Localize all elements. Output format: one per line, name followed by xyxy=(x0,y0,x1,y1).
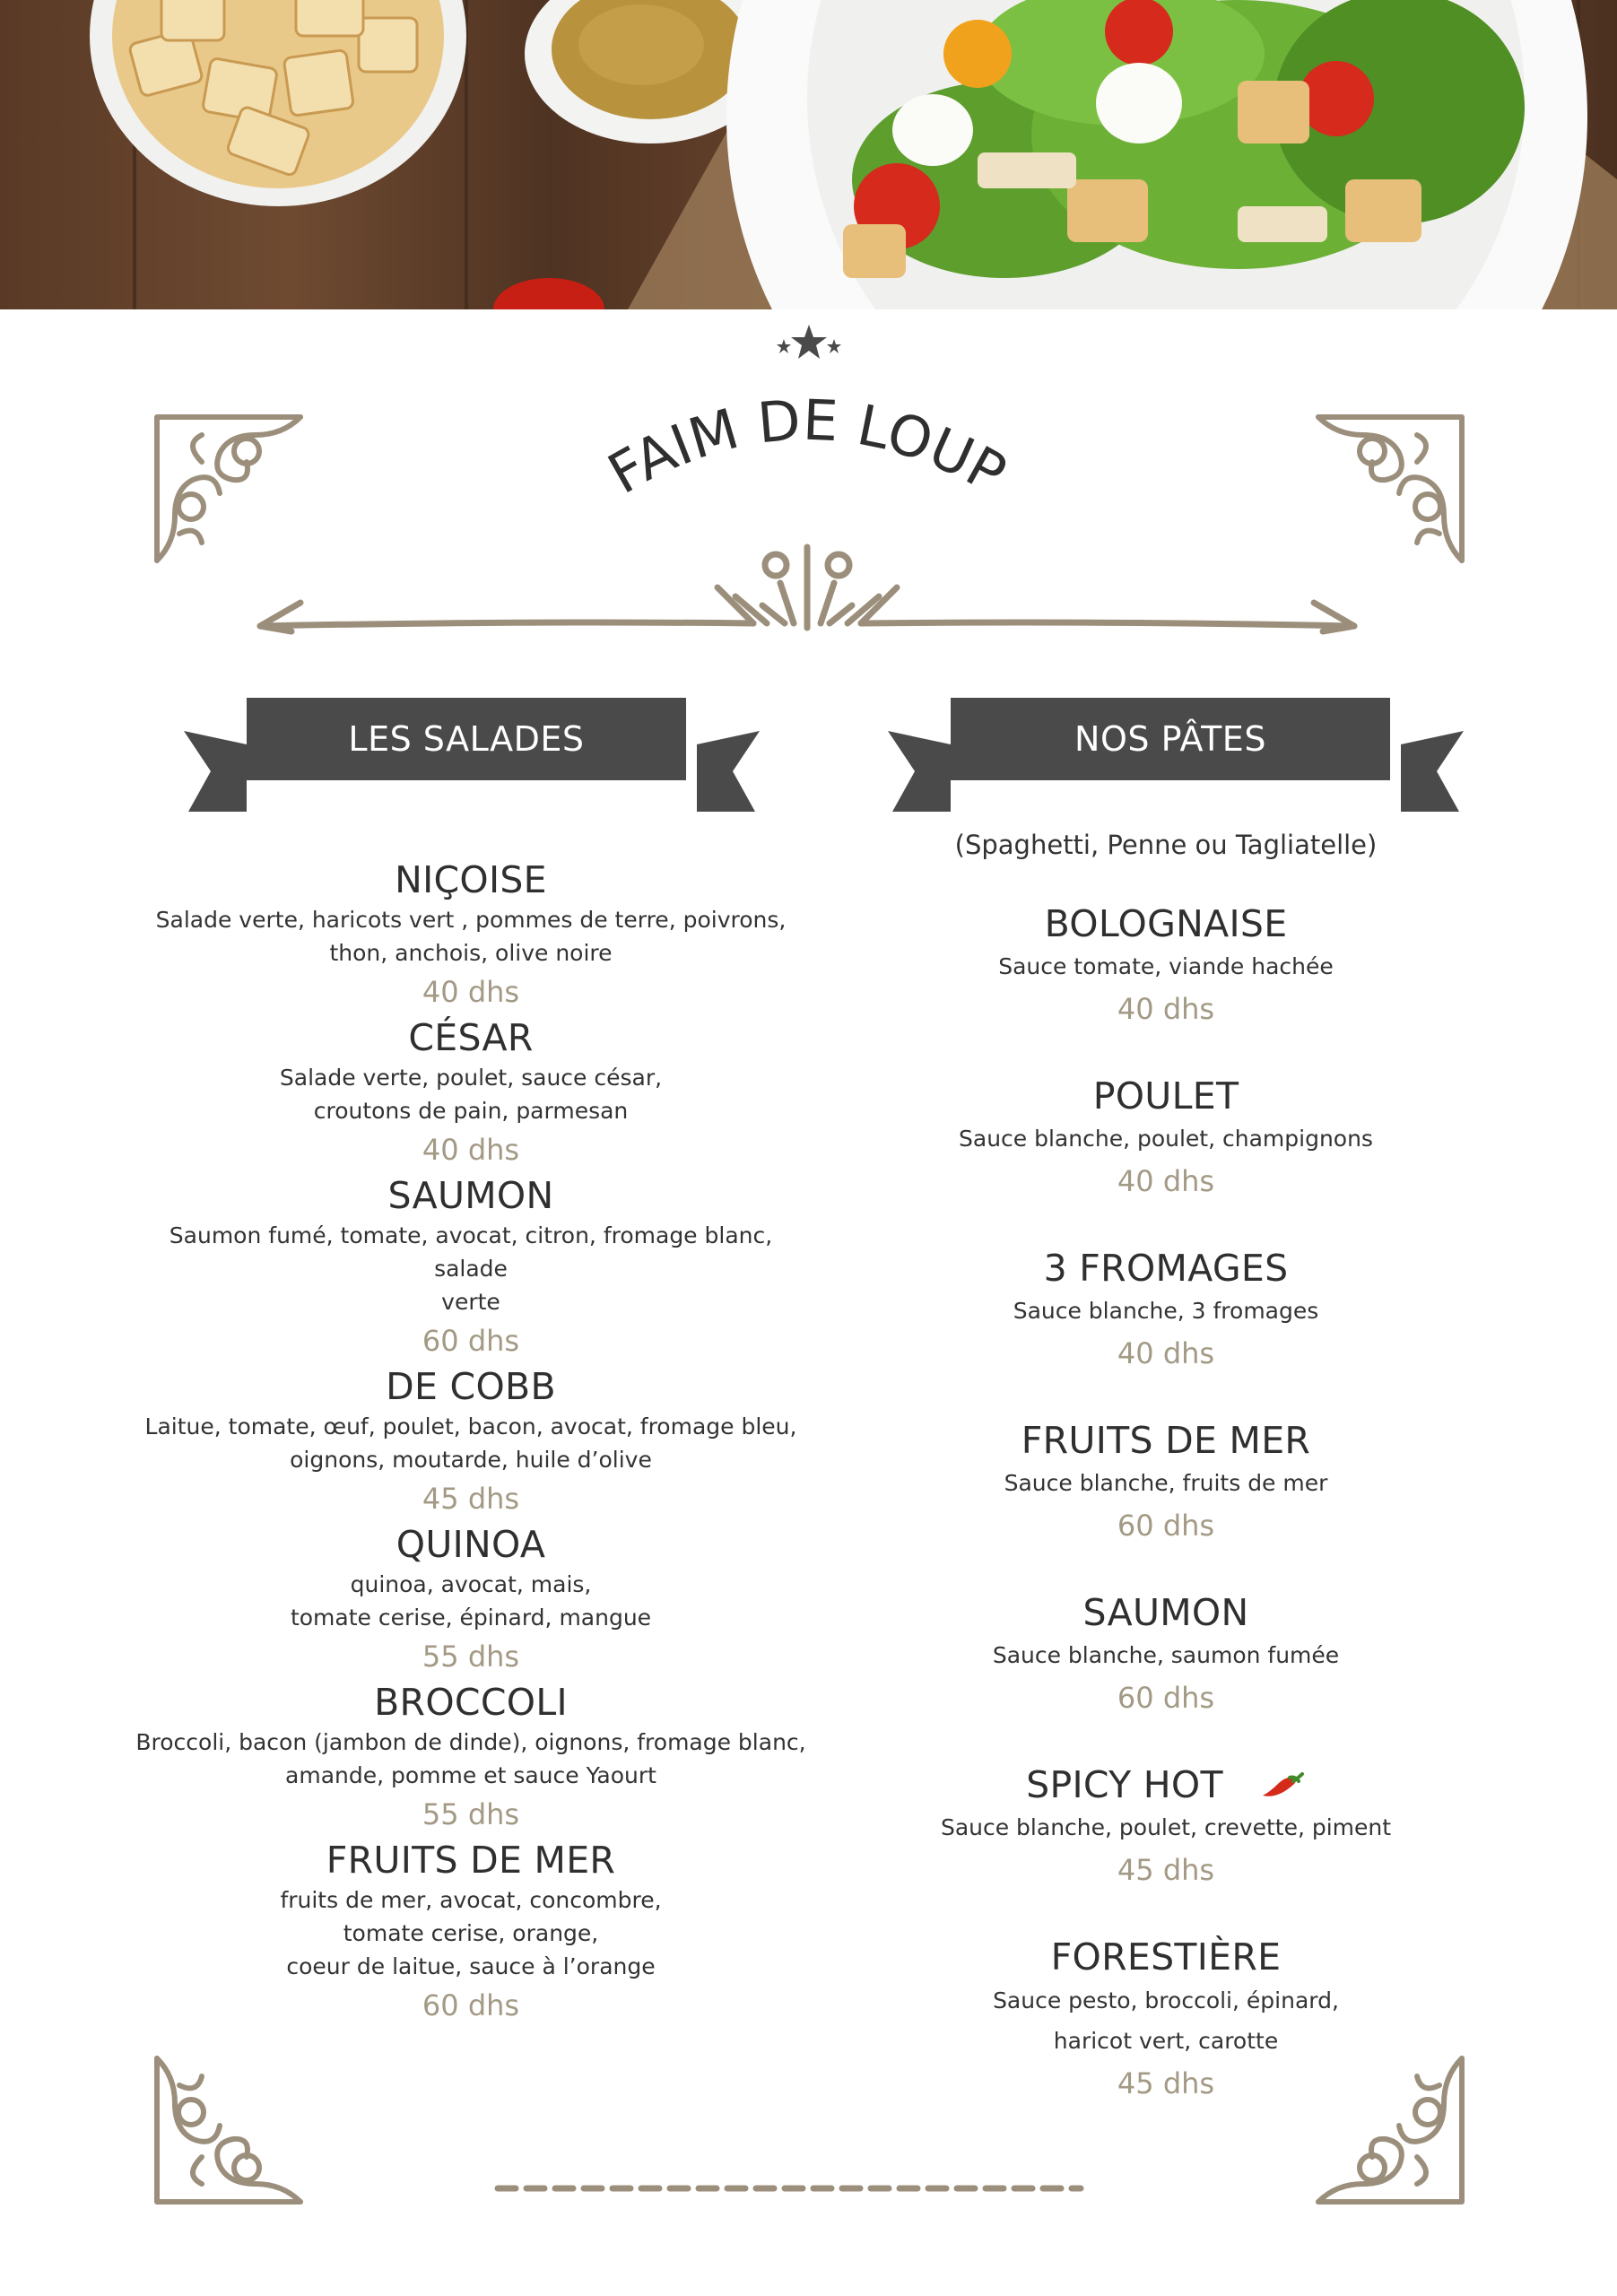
item-name xyxy=(135,1172,807,1219)
item-name xyxy=(919,1589,1413,1636)
pastas-subtitle: (Spaghetti, Penne ou Tagliatelle) xyxy=(954,830,1378,860)
item-name-text: 3 FROMAGES xyxy=(1043,1247,1289,1290)
item-description: coeur de laitue, sauce à l’orange xyxy=(286,1953,656,1979)
divider-ornament-icon xyxy=(251,538,1363,646)
item-name-text: FORESTIÈRE xyxy=(1050,1935,1282,1979)
item-price: 45 dhs xyxy=(1117,1853,1215,1887)
menu-item xyxy=(135,1014,807,1172)
item-price: 60 dhs xyxy=(422,1324,520,1358)
menu-item xyxy=(919,1761,1413,1892)
item-description: Broccoli, bacon (jambon de dinde), oignons, fromage blanc, xyxy=(135,1729,806,1755)
item-price: 40 dhs xyxy=(1117,1336,1215,1370)
item-price: 45 dhs xyxy=(422,1482,520,1516)
item-name xyxy=(135,857,807,903)
item-name xyxy=(135,1521,807,1568)
item-description: Sauce tomate, viande hachée xyxy=(998,953,1334,979)
menu-item xyxy=(919,1589,1413,1720)
item-price: 40 dhs xyxy=(422,1133,520,1167)
item-name xyxy=(135,1014,807,1061)
item-price: 60 dhs xyxy=(422,1988,520,2022)
item-name-text: SAUMON xyxy=(387,1174,554,1217)
menu-item xyxy=(135,1837,807,2028)
item-description: oignons, moutarde, huile d’olive xyxy=(290,1447,652,1473)
restaurant-title xyxy=(556,368,1058,520)
item-description: thon, anchois, olive noire xyxy=(329,940,613,966)
item-name-text: SAUMON xyxy=(1082,1591,1249,1634)
item-name xyxy=(919,1073,1413,1119)
item-description: Saumon fumé, tomate, avocat, citron, fromage blanc, salade xyxy=(169,1222,773,1282)
item-price: 60 dhs xyxy=(1117,1681,1215,1715)
item-name-text: FRUITS DE MER xyxy=(326,1839,616,1882)
item-name-text: QUINOA xyxy=(396,1523,546,1566)
banner-tail-left-icon xyxy=(179,726,251,812)
menu-item xyxy=(919,1417,1413,1548)
pastas-list xyxy=(919,830,1413,2147)
item-name-text: BOLOGNAISE xyxy=(1044,902,1288,945)
item-description: verte xyxy=(441,1289,500,1315)
item-description: Laitue, tomate, œuf, poulet, bacon, avocat, fromage bleu, xyxy=(144,1413,797,1439)
menu-item xyxy=(135,1679,807,1837)
item-name xyxy=(135,1837,807,1883)
banner-tail-left-icon xyxy=(883,726,955,812)
item-price: 40 dhs xyxy=(1117,1164,1215,1198)
item-description: croutons de pain, parmesan xyxy=(313,1098,629,1124)
item-description: Sauce blanche, poulet, crevette, piment xyxy=(940,1814,1392,1840)
dashed-divider-icon xyxy=(493,2179,1085,2197)
item-description: amande, pomme et sauce Yaourt xyxy=(285,1762,656,1788)
item-description: Sauce blanche, 3 fromages xyxy=(1013,1298,1319,1324)
svg-text:FAIM DE LOUP: FAIM DE LOUP xyxy=(597,387,1017,507)
item-price: 60 dhs xyxy=(1117,1509,1215,1543)
menu-item xyxy=(135,1363,807,1521)
item-description: Salade verte, poulet, sauce césar, xyxy=(279,1065,663,1091)
item-description: quinoa, avocat, mais, xyxy=(350,1571,592,1597)
item-description: Salade verte, haricots vert , pommes de terre, poivrons, xyxy=(155,907,787,933)
salads-list xyxy=(135,857,807,2028)
item-description: Sauce blanche, poulet, champignons xyxy=(959,1126,1373,1152)
item-name-text: DE COBB xyxy=(386,1365,556,1408)
item-name-text: FRUITS DE MER xyxy=(1021,1419,1311,1462)
menu-item xyxy=(919,1934,1413,2106)
salads-banner xyxy=(179,691,771,825)
item-name xyxy=(135,1363,807,1410)
item-name xyxy=(919,1245,1413,1292)
item-description: tomate cerise, épinard, mangue xyxy=(290,1605,652,1631)
item-name xyxy=(919,1761,1413,1808)
banner-tail-right-icon xyxy=(1396,726,1468,812)
item-description: Sauce pesto, broccoli, épinard, xyxy=(993,1987,1339,2013)
item-price: 55 dhs xyxy=(422,1639,520,1674)
item-name-text: BROCCOLI xyxy=(374,1681,568,1724)
item-name xyxy=(919,1934,1413,1980)
header-photo xyxy=(0,0,1617,309)
chili-pepper-icon xyxy=(1259,1772,1306,1803)
item-description: Sauce blanche, saumon fumée xyxy=(992,1642,1340,1668)
stars-icon xyxy=(773,323,845,363)
menu-item xyxy=(135,1521,807,1679)
item-name xyxy=(135,1679,807,1726)
item-description: Sauce blanche, fruits de mer xyxy=(1004,1470,1328,1496)
menu-item xyxy=(135,857,807,1014)
item-price: 40 dhs xyxy=(1117,992,1215,1026)
corner-ornament-bottom-left-icon xyxy=(148,2040,318,2211)
item-price: 55 dhs xyxy=(422,1797,520,1831)
item-name xyxy=(919,900,1413,947)
item-description: fruits de mer, avocat, concombre, xyxy=(280,1887,662,1913)
item-price: 45 dhs xyxy=(1117,2066,1215,2100)
menu-item xyxy=(919,1073,1413,1204)
item-name-text: NIÇOISE xyxy=(395,858,547,901)
banner-tail-right-icon xyxy=(692,726,764,812)
menu-item xyxy=(919,900,1413,1031)
pastas-banner xyxy=(883,691,1475,825)
pastas-heading: NOS PÂTES xyxy=(951,698,1390,780)
salads-heading: LES SALADES xyxy=(247,698,686,780)
menu-item xyxy=(919,1245,1413,1376)
item-name-text: SPICY HOT xyxy=(1026,1763,1223,1806)
item-description: haricot vert, carotte xyxy=(1053,2028,1279,2054)
menu-item xyxy=(135,1172,807,1363)
item-name-text: CÉSAR xyxy=(408,1016,534,1059)
item-name xyxy=(919,1417,1413,1464)
item-description: tomate cerise, orange, xyxy=(343,1920,599,1946)
item-price: 40 dhs xyxy=(422,975,520,1009)
item-name-text: POULET xyxy=(1092,1074,1239,1118)
